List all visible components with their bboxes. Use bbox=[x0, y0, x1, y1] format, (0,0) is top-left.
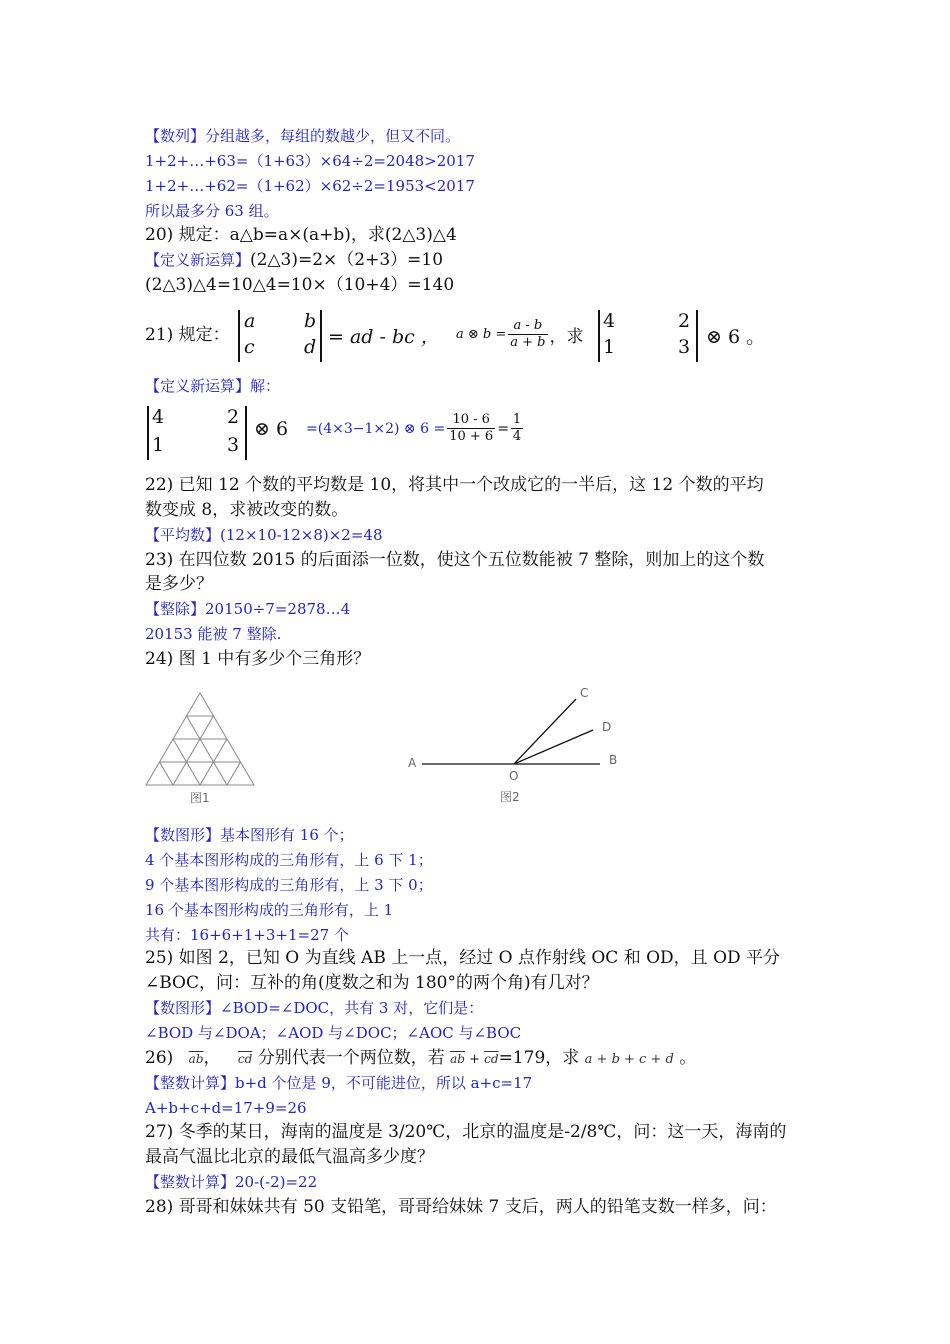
label-o: O bbox=[509, 769, 519, 783]
question-22: 22) 已知 12 个数的平均数是 10，将其中一个改成它的一半后，这 12 个数的平均 bbox=[145, 475, 764, 495]
answer-text: 分组越多，每组的数越少，但又不同。 bbox=[205, 127, 461, 145]
determinant bbox=[238, 310, 322, 362]
question-end: 。 bbox=[673, 1048, 697, 1068]
label-b: B bbox=[609, 753, 618, 767]
answer-20 bbox=[145, 248, 443, 272]
answer-text: ∠BOD=∠DOC，共有 3 对，它们是： bbox=[220, 999, 484, 1017]
det-cell: 4 bbox=[603, 310, 616, 332]
answer-tag: 【整数计算】 bbox=[145, 1074, 236, 1092]
grid-line bbox=[227, 762, 241, 785]
answer-24-line4: 16 个基本图形构成的三角形有，上 1 bbox=[145, 901, 394, 919]
figure-1-triangle-grid bbox=[140, 685, 265, 810]
fraction bbox=[508, 318, 547, 351]
answer-24-line5: 共有：16+6+1+3+1=27 个 bbox=[145, 926, 349, 944]
question-27-cont: 最高气温比北京的最低气温高多少度？ bbox=[145, 1147, 434, 1167]
answer-27 bbox=[145, 1170, 317, 1194]
label-c: C bbox=[580, 686, 589, 700]
question-25-cont: ∠BOC，问：互补的角(度数之和为 180°的两个角)有几对？ bbox=[145, 973, 599, 993]
question-23: 23) 在四位数 2015 的后面添一位数，使这个五位数能被 7 整除，则加上的这个数 bbox=[145, 550, 765, 570]
det-cell: c bbox=[244, 336, 255, 358]
figure-1-caption: 图1 bbox=[190, 791, 210, 805]
answer-26 bbox=[145, 1071, 532, 1095]
fraction bbox=[447, 412, 495, 445]
question-25: 25) 如图 2，已知 O 为直线 AB 上一点，经过 O 点作射线 OC 和 OD，且 OD 平分 bbox=[145, 948, 781, 968]
det-cell: a bbox=[244, 310, 256, 332]
answer-tag: 【整除】 bbox=[145, 600, 206, 618]
det-cell: 1 bbox=[603, 336, 616, 358]
answer-tag: 【数列】 bbox=[145, 127, 206, 145]
answer-21 bbox=[145, 374, 280, 398]
answer-line: 1+2+…+62=（1+62）×62÷2=1953<2017 bbox=[145, 177, 475, 195]
question-24: 24) 图 1 中有多少个三角形？ bbox=[145, 649, 371, 669]
det-cell: 1 bbox=[152, 434, 165, 456]
question-text: 分别代表一个两位数，若 bbox=[252, 1048, 445, 1068]
question-21-prefix: 21) 规定： bbox=[145, 325, 230, 345]
answer-calc: =(4×3−1×2) ⊗ 6 = bbox=[306, 420, 446, 437]
answer-otimes: ⊗ 6 bbox=[254, 418, 289, 440]
det-cell: 2 bbox=[227, 406, 240, 428]
answer-text: 20-(-2)=22 bbox=[235, 1173, 318, 1191]
otimes-six: ⊗ 6 。 bbox=[706, 326, 766, 348]
overline-cd: $\overline{cd}$ bbox=[484, 1052, 499, 1066]
answer-text: 基本图形有 16 个； bbox=[220, 826, 354, 844]
question-20: 20) 规定：a△b=a×(a+b)，求(2△3)△4 bbox=[145, 225, 457, 245]
answer-24-line2: 4 个基本图形构成的三角形有，上 6 下 1； bbox=[145, 851, 433, 869]
ray-oc bbox=[514, 699, 576, 764]
det-cell: 3 bbox=[678, 336, 691, 358]
det-cell: d bbox=[304, 336, 317, 358]
answer-22 bbox=[145, 523, 383, 547]
fraction-denominator: 10 + 6 bbox=[449, 429, 494, 444]
fraction-numerator: a - b bbox=[508, 318, 547, 335]
grid-line bbox=[187, 716, 228, 785]
answer-24 bbox=[145, 823, 354, 847]
fraction-numerator: 1 bbox=[512, 412, 522, 427]
fraction-result bbox=[511, 412, 523, 445]
overline-cd: $\overline{cd}$ bbox=[237, 1052, 253, 1066]
answer-line: 所以最多分 63 组。 bbox=[145, 202, 279, 220]
answer-tag: 【定义新运算】 bbox=[145, 377, 251, 395]
label-d: D bbox=[602, 720, 612, 734]
plus-sign: + bbox=[464, 1052, 485, 1067]
answer-tag: 【数图形】 bbox=[145, 826, 221, 844]
answer-21-calc bbox=[306, 412, 525, 445]
overline-ab: $\overline{ab}$ bbox=[450, 1052, 465, 1066]
ask-text: ，求 bbox=[549, 327, 584, 347]
det-definition: = ad - bc ， bbox=[328, 326, 440, 348]
det-cell: 3 bbox=[227, 434, 240, 456]
figure-2-caption: 图2 bbox=[500, 790, 520, 804]
answer-24-line3: 9 个基本图形构成的三角形有，上 3 下 0； bbox=[145, 876, 433, 894]
fraction-denominator: 4 bbox=[512, 429, 522, 444]
answer-tag: 【整数计算】 bbox=[145, 1173, 236, 1191]
answer-tag: 【数图形】 bbox=[145, 999, 221, 1017]
answer-text: (2△3)=2×（2+3）=10 bbox=[250, 250, 444, 270]
answer-text: (12×10-12×8)×2=48 bbox=[220, 526, 383, 544]
separator: ， bbox=[203, 1048, 221, 1068]
answer-line: 1+2+…+63=（1+63）×64÷2=2048>2017 bbox=[145, 152, 475, 170]
answer-25-line2: ∠BOD 与∠DOA；∠AOD 与∠DOC；∠AOC 与∠BOC bbox=[145, 1024, 522, 1042]
matrix-determinant bbox=[598, 310, 698, 362]
grid-line bbox=[160, 762, 174, 785]
answer-tag: 【平均数】 bbox=[145, 526, 221, 544]
question-number: 26) bbox=[145, 1048, 174, 1068]
answer-determinant bbox=[147, 406, 247, 460]
question-28: 28) 哥哥和妹妹共有 50 支铅笔，哥哥给妹妹 7 支后，两人的铅笔支数一样多，问： bbox=[145, 1197, 777, 1217]
answer-23 bbox=[145, 597, 350, 621]
overline-ab: $\overline{ab}$ bbox=[188, 1052, 204, 1066]
question-26 bbox=[145, 1046, 696, 1072]
grid-line bbox=[173, 716, 214, 785]
det-cell: 4 bbox=[152, 406, 165, 428]
question-23-cont: 是多少？ bbox=[145, 574, 213, 594]
answer-20-line2: (2△3)△4=10△4=10×（10+4）=140 bbox=[145, 275, 455, 295]
answer-25 bbox=[145, 996, 483, 1020]
otimes-op: a ⊗ b = bbox=[456, 327, 507, 342]
answer-tag: 【定义新运算】 bbox=[145, 251, 251, 269]
answer-26-line2: A+b+c+d=17+9=26 bbox=[145, 1099, 307, 1117]
det-cell: 2 bbox=[678, 310, 691, 332]
sum-expression: a + b + c + d bbox=[584, 1052, 674, 1067]
fraction-numerator: 10 - 6 bbox=[447, 412, 495, 429]
answer-text: 解： bbox=[250, 377, 281, 395]
answer-text: 20150÷7=2878…4 bbox=[205, 600, 351, 618]
figure-2-angles bbox=[400, 680, 630, 810]
ray-od bbox=[514, 730, 593, 764]
question-text: =179，求 bbox=[498, 1048, 580, 1068]
answer-text: b+d 个位是 9，不可能进位，所以 a+c=17 bbox=[235, 1074, 533, 1092]
question-27: 27) 冬季的某日，海南的温度是 3/20℃，北京的温度是-2/8℃，问：这一天，海南的 bbox=[145, 1122, 787, 1142]
answer-23-line2: 20153 能被 7 整除. bbox=[145, 625, 282, 643]
otimes-definition bbox=[456, 318, 584, 351]
question-22-cont: 数变成 8，求被改变的数。 bbox=[145, 500, 349, 520]
equals: = bbox=[497, 420, 509, 437]
answer-series bbox=[145, 124, 460, 148]
label-a: A bbox=[408, 756, 417, 770]
fraction-denominator: a + b bbox=[510, 335, 546, 350]
det-cell: b bbox=[304, 310, 317, 332]
